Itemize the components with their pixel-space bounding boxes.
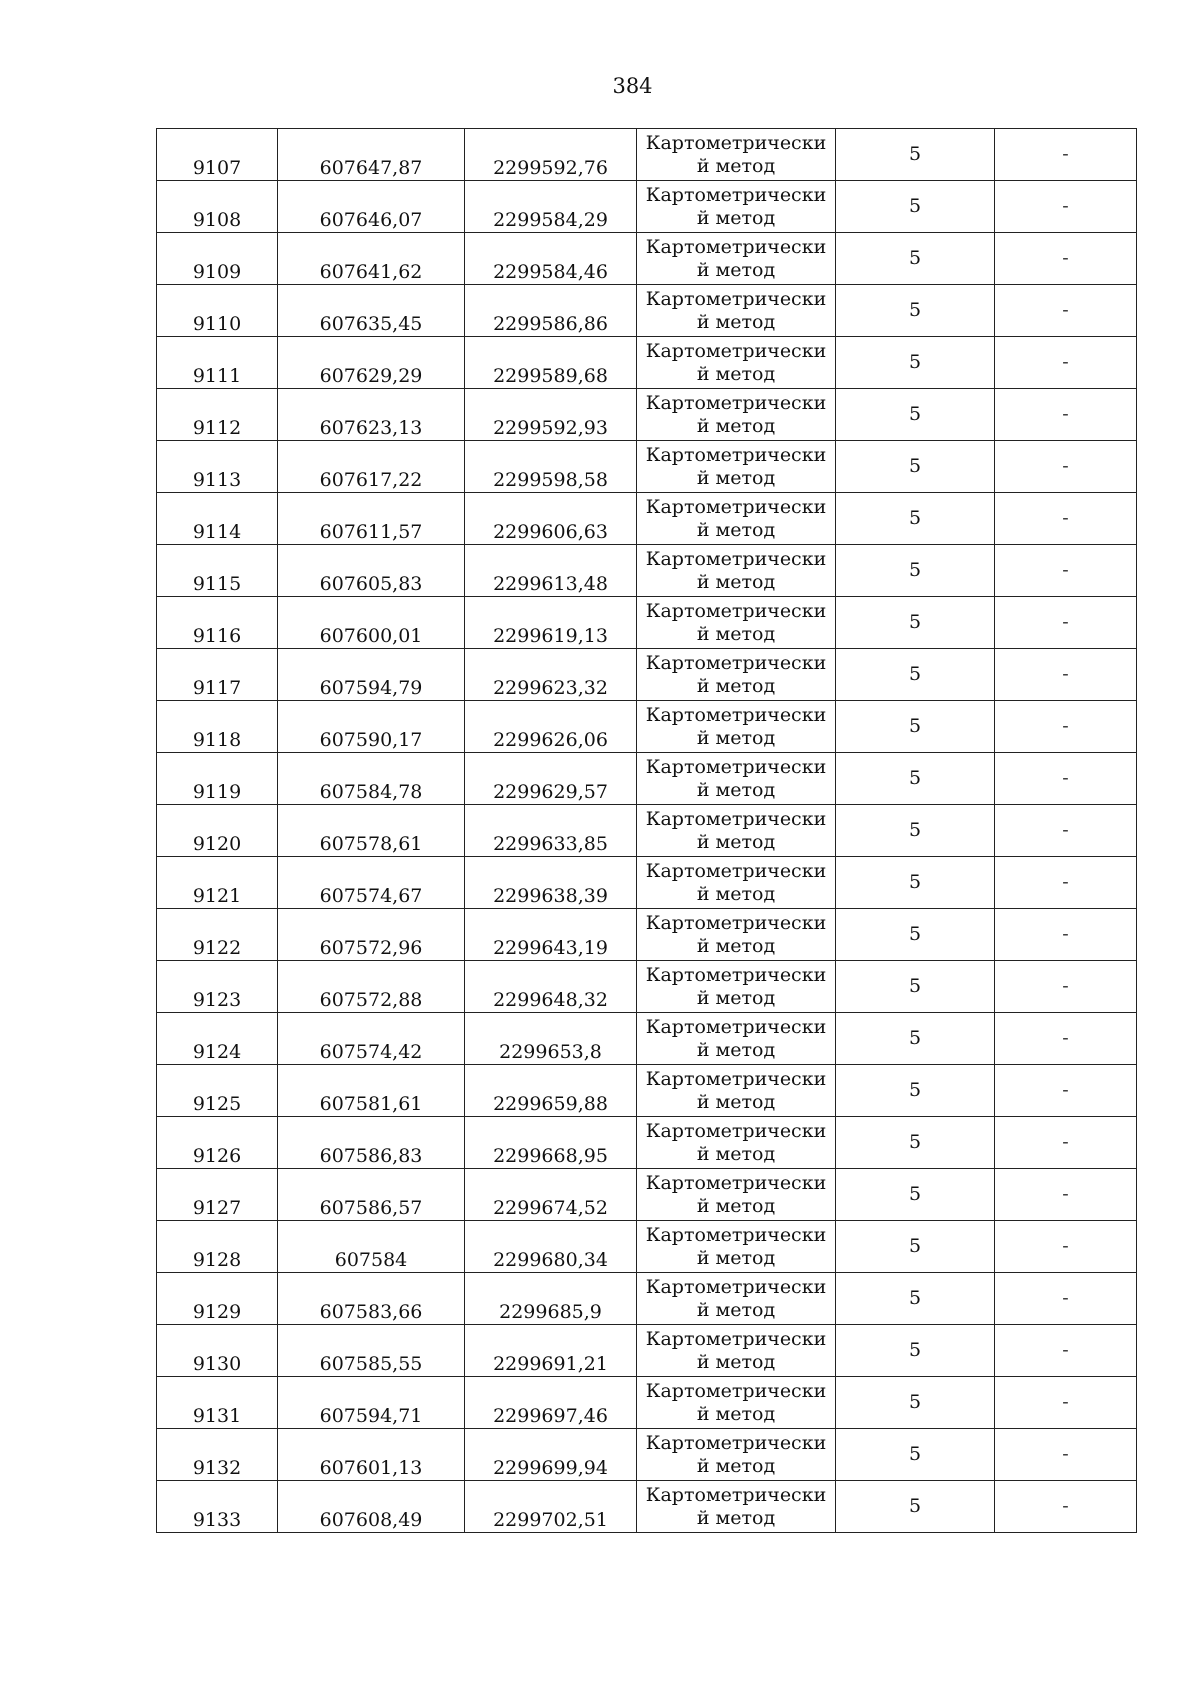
table-row — [157, 389, 1137, 441]
extra-cell: - — [995, 1273, 1137, 1325]
table-row — [157, 909, 1137, 961]
method-cell: Картометрически й метод — [637, 285, 836, 337]
x-coordinate-cell: 607617,22 — [278, 441, 465, 493]
point-number-cell: 9130 — [157, 1325, 278, 1377]
table-row — [157, 961, 1137, 1013]
table-row — [157, 1065, 1137, 1117]
method-cell: Картометрически й метод — [637, 389, 836, 441]
table-row — [157, 1169, 1137, 1221]
y-coordinate-cell: 2299592,76 — [465, 129, 637, 181]
table-row — [157, 753, 1137, 805]
extra-cell: - — [995, 857, 1137, 909]
y-coordinate-cell: 2299697,46 — [465, 1377, 637, 1429]
x-coordinate-cell: 607586,57 — [278, 1169, 465, 1221]
table-row — [157, 1117, 1137, 1169]
point-number-cell: 9116 — [157, 597, 278, 649]
y-coordinate-cell: 2299648,32 — [465, 961, 637, 1013]
method-cell: Картометрически й метод — [637, 805, 836, 857]
y-coordinate-cell: 2299633,85 — [465, 805, 637, 857]
page-number: 384 — [612, 74, 653, 98]
extra-cell: - — [995, 1169, 1137, 1221]
y-coordinate-cell: 2299629,57 — [465, 753, 637, 805]
table-row — [157, 285, 1137, 337]
table-row — [157, 1377, 1137, 1429]
method-cell: Картометрически й метод — [637, 545, 836, 597]
extra-cell: - — [995, 961, 1137, 1013]
x-coordinate-cell: 607590,17 — [278, 701, 465, 753]
x-coordinate-cell: 607583,66 — [278, 1273, 465, 1325]
y-coordinate-cell: 2299699,94 — [465, 1429, 637, 1481]
table-row — [157, 493, 1137, 545]
accuracy-cell: 5 — [836, 961, 995, 1013]
table-row — [157, 1429, 1137, 1481]
x-coordinate-cell: 607601,13 — [278, 1429, 465, 1481]
y-coordinate-cell: 2299638,39 — [465, 857, 637, 909]
method-cell: Картометрически й метод — [637, 1273, 836, 1325]
extra-cell: - — [995, 805, 1137, 857]
table-row — [157, 181, 1137, 233]
x-coordinate-cell: 607635,45 — [278, 285, 465, 337]
accuracy-cell: 5 — [836, 1013, 995, 1065]
accuracy-cell: 5 — [836, 1273, 995, 1325]
point-number-cell: 9111 — [157, 337, 278, 389]
x-coordinate-cell: 607574,42 — [278, 1013, 465, 1065]
y-coordinate-cell: 2299584,46 — [465, 233, 637, 285]
y-coordinate-cell: 2299659,88 — [465, 1065, 637, 1117]
method-cell: Картометрически й метод — [637, 701, 836, 753]
accuracy-cell: 5 — [836, 129, 995, 181]
point-number-cell: 9133 — [157, 1481, 278, 1533]
point-number-cell: 9122 — [157, 909, 278, 961]
method-cell: Картометрически й метод — [637, 1065, 836, 1117]
accuracy-cell: 5 — [836, 753, 995, 805]
accuracy-cell: 5 — [836, 805, 995, 857]
table-row — [157, 1013, 1137, 1065]
table-row — [157, 337, 1137, 389]
extra-cell: - — [995, 753, 1137, 805]
y-coordinate-cell: 2299586,86 — [465, 285, 637, 337]
y-coordinate-cell: 2299668,95 — [465, 1117, 637, 1169]
method-cell: Картометрически й метод — [637, 1481, 836, 1533]
y-coordinate-cell: 2299643,19 — [465, 909, 637, 961]
y-coordinate-cell: 2299702,51 — [465, 1481, 637, 1533]
x-coordinate-cell: 607646,07 — [278, 181, 465, 233]
method-cell: Картометрически й метод — [637, 1221, 836, 1273]
method-cell: Картометрически й метод — [637, 1013, 836, 1065]
y-coordinate-cell: 2299674,52 — [465, 1169, 637, 1221]
x-coordinate-cell: 607594,79 — [278, 649, 465, 701]
coordinates-table — [156, 128, 1137, 1533]
accuracy-cell: 5 — [836, 233, 995, 285]
method-cell: Картометрически й метод — [637, 1377, 836, 1429]
x-coordinate-cell: 607611,57 — [278, 493, 465, 545]
table-row — [157, 1481, 1137, 1533]
x-coordinate-cell: 607641,62 — [278, 233, 465, 285]
point-number-cell: 9125 — [157, 1065, 278, 1117]
accuracy-cell: 5 — [836, 909, 995, 961]
point-number-cell: 9109 — [157, 233, 278, 285]
table-row — [157, 545, 1137, 597]
accuracy-cell: 5 — [836, 597, 995, 649]
accuracy-cell: 5 — [836, 493, 995, 545]
extra-cell: - — [995, 1013, 1137, 1065]
point-number-cell: 9115 — [157, 545, 278, 597]
accuracy-cell: 5 — [836, 1377, 995, 1429]
accuracy-cell: 5 — [836, 545, 995, 597]
extra-cell: - — [995, 493, 1137, 545]
extra-cell: - — [995, 441, 1137, 493]
x-coordinate-cell: 607572,96 — [278, 909, 465, 961]
table-row — [157, 701, 1137, 753]
table-row — [157, 233, 1137, 285]
table-row — [157, 857, 1137, 909]
method-cell: Картометрически й метод — [637, 129, 836, 181]
method-cell: Картометрически й метод — [637, 441, 836, 493]
extra-cell: - — [995, 701, 1137, 753]
point-number-cell: 9126 — [157, 1117, 278, 1169]
accuracy-cell: 5 — [836, 1221, 995, 1273]
extra-cell: - — [995, 909, 1137, 961]
table-row — [157, 649, 1137, 701]
y-coordinate-cell: 2299606,63 — [465, 493, 637, 545]
y-coordinate-cell: 2299598,58 — [465, 441, 637, 493]
extra-cell: - — [995, 1429, 1137, 1481]
point-number-cell: 9121 — [157, 857, 278, 909]
extra-cell: - — [995, 389, 1137, 441]
accuracy-cell: 5 — [836, 857, 995, 909]
method-cell: Картометрически й метод — [637, 1169, 836, 1221]
x-coordinate-cell: 607608,49 — [278, 1481, 465, 1533]
point-number-cell: 9118 — [157, 701, 278, 753]
y-coordinate-cell: 2299685,9 — [465, 1273, 637, 1325]
extra-cell: - — [995, 1117, 1137, 1169]
x-coordinate-cell: 607594,71 — [278, 1377, 465, 1429]
method-cell: Картометрически й метод — [637, 857, 836, 909]
extra-cell: - — [995, 1065, 1137, 1117]
y-coordinate-cell: 2299626,06 — [465, 701, 637, 753]
point-number-cell: 9120 — [157, 805, 278, 857]
method-cell: Картометрически й метод — [637, 649, 836, 701]
table-row — [157, 597, 1137, 649]
accuracy-cell: 5 — [836, 1117, 995, 1169]
y-coordinate-cell: 2299619,13 — [465, 597, 637, 649]
x-coordinate-cell: 607586,83 — [278, 1117, 465, 1169]
extra-cell: - — [995, 181, 1137, 233]
method-cell: Картометрически й метод — [637, 493, 836, 545]
point-number-cell: 9124 — [157, 1013, 278, 1065]
extra-cell: - — [995, 285, 1137, 337]
y-coordinate-cell: 2299653,8 — [465, 1013, 637, 1065]
point-number-cell: 9131 — [157, 1377, 278, 1429]
x-coordinate-cell: 607584,78 — [278, 753, 465, 805]
accuracy-cell: 5 — [836, 1065, 995, 1117]
point-number-cell: 9108 — [157, 181, 278, 233]
accuracy-cell: 5 — [836, 441, 995, 493]
method-cell: Картометрически й метод — [637, 181, 836, 233]
y-coordinate-cell: 2299613,48 — [465, 545, 637, 597]
point-number-cell: 9127 — [157, 1169, 278, 1221]
accuracy-cell: 5 — [836, 1325, 995, 1377]
table-row — [157, 1325, 1137, 1377]
extra-cell: - — [995, 649, 1137, 701]
y-coordinate-cell: 2299589,68 — [465, 337, 637, 389]
y-coordinate-cell: 2299691,21 — [465, 1325, 637, 1377]
accuracy-cell: 5 — [836, 181, 995, 233]
point-number-cell: 9112 — [157, 389, 278, 441]
table-row — [157, 1221, 1137, 1273]
point-number-cell: 9132 — [157, 1429, 278, 1481]
x-coordinate-cell: 607584 — [278, 1221, 465, 1273]
extra-cell: - — [995, 1481, 1137, 1533]
method-cell: Картометрически й метод — [637, 961, 836, 1013]
extra-cell: - — [995, 597, 1137, 649]
table-row — [157, 1273, 1137, 1325]
point-number-cell: 9114 — [157, 493, 278, 545]
method-cell: Картометрически й метод — [637, 1325, 836, 1377]
point-number-cell: 9113 — [157, 441, 278, 493]
x-coordinate-cell: 607629,29 — [278, 337, 465, 389]
accuracy-cell: 5 — [836, 1429, 995, 1481]
method-cell: Картометрически й метод — [637, 337, 836, 389]
extra-cell: - — [995, 1325, 1137, 1377]
method-cell: Картометрически й метод — [637, 909, 836, 961]
x-coordinate-cell: 607581,61 — [278, 1065, 465, 1117]
y-coordinate-cell: 2299592,93 — [465, 389, 637, 441]
table-row — [157, 805, 1137, 857]
method-cell: Картометрически й метод — [637, 597, 836, 649]
y-coordinate-cell: 2299584,29 — [465, 181, 637, 233]
method-cell: Картометрически й метод — [637, 1429, 836, 1481]
point-number-cell: 9119 — [157, 753, 278, 805]
extra-cell: - — [995, 1377, 1137, 1429]
x-coordinate-cell: 607647,87 — [278, 129, 465, 181]
y-coordinate-cell: 2299623,32 — [465, 649, 637, 701]
method-cell: Картометрически й метод — [637, 233, 836, 285]
x-coordinate-cell: 607572,88 — [278, 961, 465, 1013]
point-number-cell: 9110 — [157, 285, 278, 337]
y-coordinate-cell: 2299680,34 — [465, 1221, 637, 1273]
method-cell: Картометрически й метод — [637, 753, 836, 805]
x-coordinate-cell: 607574,67 — [278, 857, 465, 909]
accuracy-cell: 5 — [836, 337, 995, 389]
extra-cell: - — [995, 545, 1137, 597]
x-coordinate-cell: 607578,61 — [278, 805, 465, 857]
x-coordinate-cell: 607600,01 — [278, 597, 465, 649]
accuracy-cell: 5 — [836, 1169, 995, 1221]
accuracy-cell: 5 — [836, 649, 995, 701]
x-coordinate-cell: 607605,83 — [278, 545, 465, 597]
accuracy-cell: 5 — [836, 389, 995, 441]
extra-cell: - — [995, 129, 1137, 181]
coordinates-table-body — [157, 129, 1137, 1533]
extra-cell: - — [995, 233, 1137, 285]
point-number-cell: 9128 — [157, 1221, 278, 1273]
method-cell: Картометрически й метод — [637, 1117, 836, 1169]
point-number-cell: 9129 — [157, 1273, 278, 1325]
x-coordinate-cell: 607623,13 — [278, 389, 465, 441]
accuracy-cell: 5 — [836, 701, 995, 753]
point-number-cell: 9107 — [157, 129, 278, 181]
extra-cell: - — [995, 337, 1137, 389]
point-number-cell: 9117 — [157, 649, 278, 701]
table-row — [157, 129, 1137, 181]
point-number-cell: 9123 — [157, 961, 278, 1013]
extra-cell: - — [995, 1221, 1137, 1273]
accuracy-cell: 5 — [836, 1481, 995, 1533]
x-coordinate-cell: 607585,55 — [278, 1325, 465, 1377]
accuracy-cell: 5 — [836, 285, 995, 337]
table-row — [157, 441, 1137, 493]
